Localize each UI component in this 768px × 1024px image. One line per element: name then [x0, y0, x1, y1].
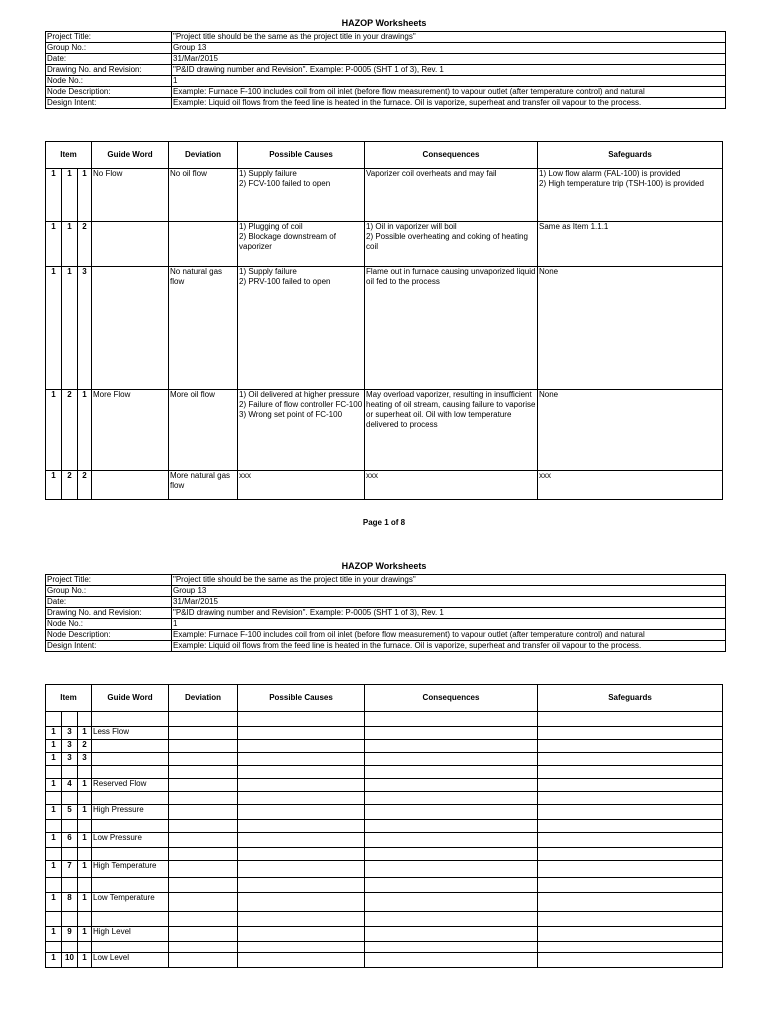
table-row — [46, 727, 723, 740]
item-level-1-cell: 1 — [46, 779, 62, 792]
guide-word-cell: No Flow — [92, 169, 169, 222]
item-level-3-cell — [78, 878, 92, 893]
col-header-guide-word: Guide Word — [92, 142, 169, 169]
deviation-cell: No oil flow — [169, 169, 238, 222]
guide-word-cell: Low Temperature — [92, 893, 169, 912]
table-row — [46, 848, 723, 861]
consequences-cell: 1) Oil in vaporizer will boil 2) Possible overheating and coking of heating coil — [365, 222, 538, 267]
design-intent-value: Example: Liquid oil flows from the feed line is heated in the furnace. Oil is vaporize, superheat and transfer oil vapour to the process. — [172, 641, 726, 652]
possible-causes-cell — [238, 833, 365, 848]
col-header-consequences: Consequences — [365, 142, 538, 169]
item-level-2-cell: 2 — [62, 390, 78, 471]
safeguards-cell — [538, 878, 723, 893]
table-row — [46, 779, 723, 792]
table-row — [46, 820, 723, 833]
item-level-2-cell: 1 — [62, 267, 78, 390]
guide-word-cell: High Temperature — [92, 861, 169, 878]
deviation-cell — [169, 820, 238, 833]
consequences-cell: Flame out in furnace causing unvaporized liquid oil fed to the process — [365, 267, 538, 390]
consequences-cell — [365, 861, 538, 878]
item-level-2-cell: 8 — [62, 893, 78, 912]
col-header-guide-word: Guide Word — [92, 685, 169, 712]
table-row — [46, 861, 723, 878]
item-level-3-cell: 2 — [78, 740, 92, 753]
design-intent-label: Design Intent: — [46, 98, 172, 109]
table-row — [46, 942, 723, 953]
item-level-2-cell: 2 — [62, 471, 78, 500]
consequences-cell — [365, 753, 538, 766]
table-row — [46, 912, 723, 927]
col-header-safeguards: Safeguards — [538, 142, 723, 169]
node-no-value: 1 — [172, 76, 726, 87]
date-value: 31/Mar/2015 — [172, 54, 726, 65]
item-level-1-cell — [46, 792, 62, 805]
possible-causes-cell — [238, 805, 365, 820]
guide-word-cell: Low Level — [92, 953, 169, 968]
deviation-cell — [169, 912, 238, 927]
col-header-deviation: Deviation — [169, 685, 238, 712]
item-level-2-cell — [62, 912, 78, 927]
item-level-3-cell: 3 — [78, 267, 92, 390]
safeguards-cell — [538, 912, 723, 927]
possible-causes-cell — [238, 792, 365, 805]
guide-word-cell — [92, 267, 169, 390]
deviation-cell — [169, 727, 238, 740]
safeguards-cell — [538, 893, 723, 912]
deviation-cell: More natural gas flow — [169, 471, 238, 500]
item-level-3-cell: 3 — [78, 753, 92, 766]
table-row — [46, 222, 723, 267]
safeguards-cell: Same as Item 1.1.1 — [538, 222, 723, 267]
consequences-cell — [365, 953, 538, 968]
safeguards-cell — [538, 805, 723, 820]
consequences-cell — [365, 712, 538, 727]
safeguards-cell — [538, 848, 723, 861]
col-header-item: Item — [46, 142, 92, 169]
consequences-cell: xxx — [365, 471, 538, 500]
deviation-cell — [169, 833, 238, 848]
item-level-3-cell: 1 — [78, 805, 92, 820]
item-level-1-cell: 1 — [46, 893, 62, 912]
table-row — [46, 753, 723, 766]
project-title-value: "Project title should be the same as the project title in your drawings" — [172, 32, 726, 43]
item-level-3-cell: 1 — [78, 779, 92, 792]
deviation-cell — [169, 779, 238, 792]
item-level-1-cell: 1 — [46, 222, 62, 267]
possible-causes-cell — [238, 779, 365, 792]
worksheet-title: HAZOP Worksheets — [341, 18, 427, 28]
drawing-label: Drawing No. and Revision: — [46, 608, 172, 619]
col-header-safeguards: Safeguards — [538, 685, 723, 712]
table-row — [46, 893, 723, 912]
table-row — [46, 833, 723, 848]
table-row — [46, 712, 723, 727]
possible-causes-cell — [238, 927, 365, 942]
safeguards-cell — [538, 766, 723, 779]
item-level-3-cell: 2 — [78, 471, 92, 500]
item-level-2-cell: 1 — [62, 222, 78, 267]
item-level-1-cell: 1 — [46, 390, 62, 471]
item-level-2-cell: 9 — [62, 927, 78, 942]
hazop-table-page-2 — [45, 684, 723, 968]
item-level-3-cell — [78, 712, 92, 727]
project-info-table — [45, 31, 726, 109]
worksheet-title: HAZOP Worksheets — [341, 561, 427, 571]
safeguards-cell: xxx — [538, 471, 723, 500]
table-row — [46, 390, 723, 471]
item-level-3-cell — [78, 848, 92, 861]
possible-causes-cell — [238, 820, 365, 833]
possible-causes-cell — [238, 912, 365, 927]
deviation-cell — [169, 878, 238, 893]
table-row — [46, 471, 723, 500]
item-level-1-cell: 1 — [46, 727, 62, 740]
item-level-1-cell: 1 — [46, 267, 62, 390]
table-row — [46, 927, 723, 942]
item-level-2-cell: 4 — [62, 779, 78, 792]
deviation-cell — [169, 893, 238, 912]
guide-word-cell: Low Pressure — [92, 833, 169, 848]
possible-causes-cell — [238, 942, 365, 953]
guide-word-cell: Less Flow — [92, 727, 169, 740]
item-level-3-cell: 1 — [78, 893, 92, 912]
guide-word-cell — [92, 222, 169, 267]
possible-causes-cell — [238, 712, 365, 727]
item-level-1-cell: 1 — [46, 753, 62, 766]
possible-causes-cell: 1) Supply failure 2) FCV-100 failed to open — [238, 169, 365, 222]
table-row — [46, 878, 723, 893]
group-no-label: Group No.: — [46, 43, 172, 54]
guide-word-cell: Reserved Flow — [92, 779, 169, 792]
item-level-1-cell — [46, 848, 62, 861]
consequences-cell — [365, 805, 538, 820]
item-level-3-cell: 1 — [78, 169, 92, 222]
possible-causes-cell: 1) Supply failure 2) PRV-100 failed to open — [238, 267, 365, 390]
deviation-cell — [169, 861, 238, 878]
consequences-cell — [365, 912, 538, 927]
item-level-3-cell — [78, 792, 92, 805]
guide-word-cell — [92, 766, 169, 779]
node-description-label: Node Description: — [46, 630, 172, 641]
possible-causes-cell: 1) Plugging of coil 2) Blockage downstream of vaporizer — [238, 222, 365, 267]
deviation-cell — [169, 805, 238, 820]
deviation-cell — [169, 766, 238, 779]
item-level-2-cell — [62, 792, 78, 805]
possible-causes-cell — [238, 861, 365, 878]
guide-word-cell: High Level — [92, 927, 169, 942]
project-title-value: "Project title should be the same as the project title in your drawings" — [172, 575, 726, 586]
item-level-1-cell: 1 — [46, 169, 62, 222]
table-row — [46, 169, 723, 222]
item-level-3-cell: 1 — [78, 861, 92, 878]
safeguards-cell — [538, 753, 723, 766]
safeguards-cell: None — [538, 390, 723, 471]
table-row — [46, 805, 723, 820]
consequences-cell — [365, 792, 538, 805]
safeguards-cell — [538, 820, 723, 833]
drawing-value: "P&ID drawing number and Revision". Example: P-0005 (SHT 1 of 3), Rev. 1 — [172, 65, 726, 76]
consequences-cell — [365, 820, 538, 833]
deviation-cell: No natural gas flow — [169, 267, 238, 390]
guide-word-cell — [92, 471, 169, 500]
item-level-2-cell: 3 — [62, 753, 78, 766]
drawing-label: Drawing No. and Revision: — [46, 65, 172, 76]
consequences-cell — [365, 942, 538, 953]
item-level-1-cell: 1 — [46, 740, 62, 753]
deviation-cell — [169, 848, 238, 861]
item-level-3-cell — [78, 942, 92, 953]
safeguards-cell — [538, 861, 723, 878]
col-header-deviation: Deviation — [169, 142, 238, 169]
table-row — [46, 740, 723, 753]
deviation-cell — [169, 953, 238, 968]
item-level-1-cell — [46, 820, 62, 833]
design-intent-label: Design Intent: — [46, 641, 172, 652]
item-level-2-cell — [62, 712, 78, 727]
guide-word-cell — [92, 740, 169, 753]
table-row — [46, 792, 723, 805]
guide-word-cell — [92, 820, 169, 833]
guide-word-cell — [92, 878, 169, 893]
possible-causes-cell — [238, 727, 365, 740]
item-level-2-cell — [62, 766, 78, 779]
consequences-cell — [365, 848, 538, 861]
item-level-2-cell: 5 — [62, 805, 78, 820]
node-no-label: Node No.: — [46, 76, 172, 87]
item-level-2-cell: 3 — [62, 740, 78, 753]
possible-causes-cell — [238, 848, 365, 861]
consequences-cell — [365, 927, 538, 942]
consequences-cell — [365, 779, 538, 792]
node-no-value: 1 — [172, 619, 726, 630]
table-row — [46, 766, 723, 779]
deviation-cell — [169, 753, 238, 766]
item-level-1-cell: 1 — [46, 471, 62, 500]
group-no-value: Group 13 — [172, 586, 726, 597]
node-description-label: Node Description: — [46, 87, 172, 98]
item-level-3-cell — [78, 766, 92, 779]
safeguards-cell — [538, 833, 723, 848]
deviation-cell: More oil flow — [169, 390, 238, 471]
date-label: Date: — [46, 54, 172, 65]
item-level-1-cell — [46, 912, 62, 927]
deviation-cell — [169, 740, 238, 753]
node-description-value: Example: Furnace F-100 includes coil from oil inlet (before flow measurement) to vapour outlet (after temperature control) and natural — [172, 630, 726, 641]
guide-word-cell — [92, 942, 169, 953]
deviation-cell — [169, 927, 238, 942]
item-level-3-cell — [78, 820, 92, 833]
item-level-1-cell: 1 — [46, 861, 62, 878]
item-level-2-cell: 1 — [62, 169, 78, 222]
item-level-2-cell: 6 — [62, 833, 78, 848]
consequences-cell — [365, 833, 538, 848]
guide-word-cell: More Flow — [92, 390, 169, 471]
col-header-item: Item — [46, 685, 92, 712]
consequences-cell — [365, 878, 538, 893]
safeguards-cell: None — [538, 267, 723, 390]
item-level-2-cell — [62, 820, 78, 833]
safeguards-cell — [538, 779, 723, 792]
deviation-cell — [169, 222, 238, 267]
item-level-1-cell — [46, 942, 62, 953]
guide-word-cell — [92, 848, 169, 861]
guide-word-cell — [92, 753, 169, 766]
safeguards-cell — [538, 727, 723, 740]
item-level-2-cell: 10 — [62, 953, 78, 968]
group-no-value: Group 13 — [172, 43, 726, 54]
col-header-consequences: Consequences — [365, 685, 538, 712]
date-label: Date: — [46, 597, 172, 608]
item-level-1-cell: 1 — [46, 833, 62, 848]
item-level-2-cell: 7 — [62, 861, 78, 878]
possible-causes-cell — [238, 753, 365, 766]
consequences-cell — [365, 893, 538, 912]
possible-causes-cell — [238, 878, 365, 893]
table-row — [46, 267, 723, 390]
item-level-1-cell — [46, 712, 62, 727]
date-value: 31/Mar/2015 — [172, 597, 726, 608]
item-level-2-cell — [62, 878, 78, 893]
safeguards-cell: 1) Low flow alarm (FAL-100) is provided 2) High temperature trip (TSH-100) is provided — [538, 169, 723, 222]
hazop-table-page-1 — [45, 141, 723, 500]
possible-causes-cell — [238, 740, 365, 753]
item-level-3-cell: 1 — [78, 727, 92, 740]
item-level-1-cell: 1 — [46, 927, 62, 942]
consequences-cell: Vaporizer coil overheats and may fail — [365, 169, 538, 222]
item-level-3-cell — [78, 912, 92, 927]
item-level-2-cell — [62, 942, 78, 953]
possible-causes-cell — [238, 953, 365, 968]
guide-word-cell — [92, 912, 169, 927]
possible-causes-cell: xxx — [238, 471, 365, 500]
safeguards-cell — [538, 927, 723, 942]
safeguards-cell — [538, 712, 723, 727]
project-title-label: Project Title: — [46, 32, 172, 43]
item-level-1-cell — [46, 766, 62, 779]
table-row — [46, 953, 723, 968]
possible-causes-cell — [238, 893, 365, 912]
safeguards-cell — [538, 942, 723, 953]
deviation-cell — [169, 712, 238, 727]
deviation-cell — [169, 792, 238, 805]
group-no-label: Group No.: — [46, 586, 172, 597]
safeguards-cell — [538, 740, 723, 753]
possible-causes-cell — [238, 766, 365, 779]
consequences-cell — [365, 766, 538, 779]
project-title-label: Project Title: — [46, 575, 172, 586]
item-level-1-cell — [46, 878, 62, 893]
safeguards-cell — [538, 792, 723, 805]
drawing-value: "P&ID drawing number and Revision". Example: P-0005 (SHT 1 of 3), Rev. 1 — [172, 608, 726, 619]
guide-word-cell: High Pressure — [92, 805, 169, 820]
item-level-3-cell: 1 — [78, 953, 92, 968]
node-description-value: Example: Furnace F-100 includes coil from oil inlet (before flow measurement) to vapour outlet (after temperature control) and natural — [172, 87, 726, 98]
item-level-1-cell: 1 — [46, 953, 62, 968]
guide-word-cell — [92, 792, 169, 805]
safeguards-cell — [538, 953, 723, 968]
deviation-cell — [169, 942, 238, 953]
item-level-3-cell: 1 — [78, 833, 92, 848]
col-header-possible-causes: Possible Causes — [238, 685, 365, 712]
guide-word-cell — [92, 712, 169, 727]
item-level-1-cell: 1 — [46, 805, 62, 820]
consequences-cell — [365, 727, 538, 740]
item-level-3-cell: 1 — [78, 927, 92, 942]
item-level-3-cell: 1 — [78, 390, 92, 471]
item-level-2-cell — [62, 848, 78, 861]
item-level-2-cell: 3 — [62, 727, 78, 740]
consequences-cell — [365, 740, 538, 753]
page-number: Page 1 of 8 — [362, 518, 406, 527]
consequences-cell: May overload vaporizer, resulting in insufficient heating of oil stream, causing failure to vaporise or superheat oil. Oil with low temperature delivered to process — [365, 390, 538, 471]
item-level-3-cell: 2 — [78, 222, 92, 267]
possible-causes-cell: 1) Oil delivered at higher pressure 2) Failure of flow controller FC-100 3) Wrong set point of FC-100 — [238, 390, 365, 471]
col-header-possible-causes: Possible Causes — [238, 142, 365, 169]
design-intent-value: Example: Liquid oil flows from the feed line is heated in the furnace. Oil is vaporize, superheat and transfer oil vapour to the process. — [172, 98, 726, 109]
project-info-table — [45, 574, 726, 652]
node-no-label: Node No.: — [46, 619, 172, 630]
